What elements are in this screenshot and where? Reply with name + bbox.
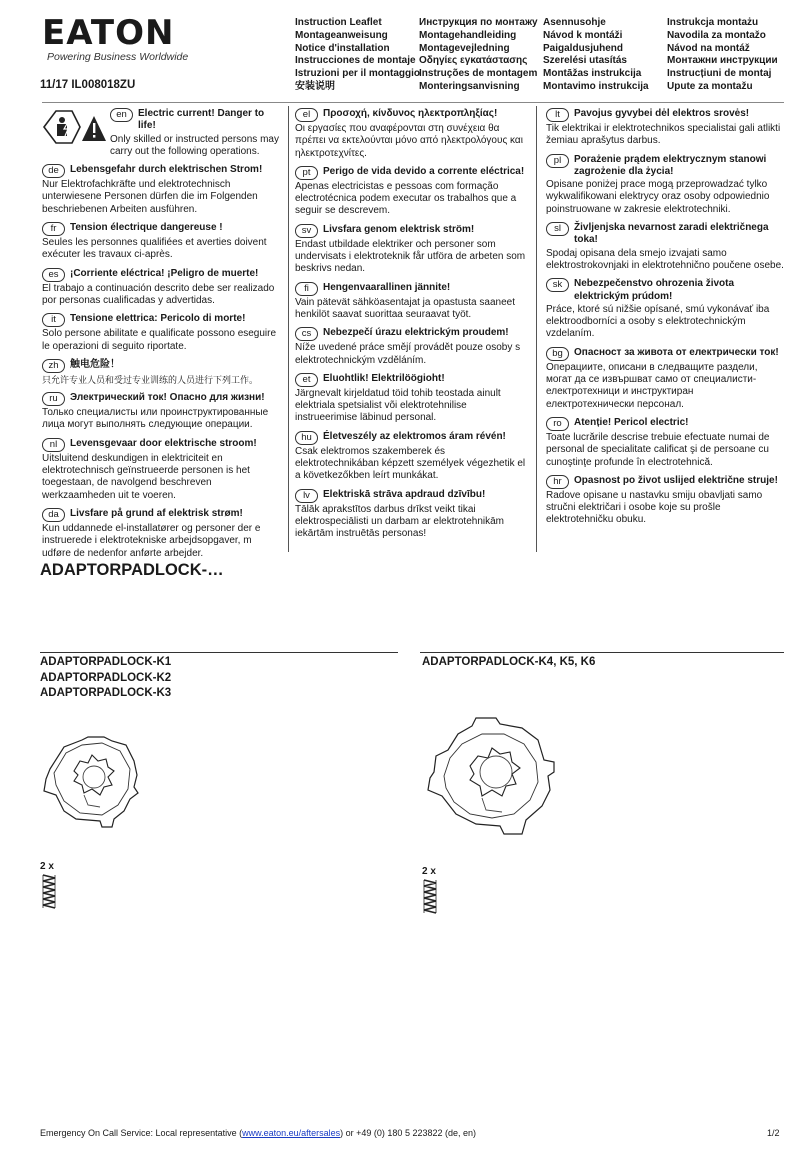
document-number: 11/17 IL008018ZU — [40, 79, 136, 91]
header-title: Οδηγίες εγκατάστασης — [419, 55, 528, 67]
spring-icon — [422, 877, 438, 915]
warning-hr — [546, 475, 784, 527]
warning-body: Opisane poniżej prace mogą przeprowadzać tylko wykwalifikowani elektrycy oraz osoby odpowiednio poinstruowane w zakresie elektrotechniki. — [546, 179, 770, 215]
warning-title: Электрический ток! Опасно для жизни! — [70, 392, 265, 404]
warning-en — [42, 108, 280, 158]
warning-body: Radove opisane u nastavku smiju obavljati samo stručni električari i osobe koje su prošle elektrotehničku obuku. — [546, 489, 763, 526]
lang-badge-sv: sv — [295, 224, 318, 238]
header-title: Монтажни инструкции — [667, 55, 778, 67]
variant-title-k1: ADAPTORPADLOCK-K1 — [40, 656, 172, 668]
footer-suffix: ) or +49 (0) 180 5 223822 (de, en) — [340, 1128, 476, 1138]
aftersales-link[interactable]: www.eaton.eu/aftersales — [242, 1128, 341, 1138]
quantity-label-left: 2 x — [40, 861, 54, 872]
warning-ru — [42, 392, 280, 432]
warning-fi — [295, 282, 527, 322]
header-title: Istruzioni per il montaggio — [295, 68, 420, 80]
warning-de — [42, 164, 280, 216]
warnings-column-2 — [295, 108, 527, 547]
warning-title: Opasnost po život uslijed električne struje! — [574, 474, 778, 486]
lang-badge-cs: cs — [295, 327, 318, 341]
warning-title: Hengenvaarallinen jännite! — [323, 281, 451, 293]
warning-el — [295, 108, 527, 160]
lang-badge-nl: nl — [42, 438, 65, 452]
header-title: Monteringsanvisning — [419, 80, 520, 92]
footer-prefix: Emergency On Call Service: Local representative ( — [40, 1128, 243, 1138]
lang-badge-sl: sl — [546, 222, 569, 236]
left-section-titles — [40, 655, 171, 702]
header-title: Montageanweisung — [295, 29, 388, 41]
warning-body: Vain pätevät sähköasentajat ja opastusta saaneet henkilöt saavat suorittaa seuraavat työt. — [295, 296, 515, 320]
lang-badge-et: et — [295, 373, 318, 387]
column-divider — [288, 106, 289, 552]
warning-hu — [295, 431, 527, 483]
lang-badge-fi: fi — [295, 282, 318, 296]
warning-title: ¡Corriente eléctrica! ¡Peligro de muerte! — [70, 267, 259, 279]
warnings-column-3 — [546, 108, 784, 533]
header-title: Szerelési utasítás — [543, 55, 627, 67]
lang-badge-bg: bg — [546, 347, 569, 361]
warning-title: Lebensgefahr durch elektrischen Strom! — [70, 164, 263, 176]
warning-pl — [546, 154, 784, 216]
warning-body: Только специалисты или проинструктированные лица могут выполнять следующие операции. — [42, 407, 269, 431]
lang-badge-hu: hu — [295, 431, 318, 445]
warning-title: Tensione elettrica: Pericolo di morte! — [70, 313, 246, 325]
warning-body: Endast utbildade elektriker och personer som undervisats i elektroteknik får utföra de arbeten som beskrivs nedan. — [295, 238, 526, 275]
warning-sk — [546, 278, 784, 340]
footer-service-info — [40, 1128, 476, 1138]
warning-lt — [546, 108, 784, 148]
warning-title: Nebezpečí úrazu elektrickým proudem! — [323, 327, 509, 339]
lang-badge-es: es — [42, 268, 65, 282]
warning-title: Опасност за живота от електрически ток! — [574, 346, 779, 358]
quantity-label-right: 2 x — [422, 866, 436, 877]
adaptor-plate-small-drawing — [42, 735, 154, 833]
warning-title: Electric current! Danger to life! — [138, 108, 265, 132]
warning-et — [295, 373, 527, 425]
header-title: Инструкция по монтажу — [419, 17, 538, 28]
warning-title: 触电危险！ — [70, 358, 120, 370]
warning-body: El trabajo a continuación descrito debe ser realizado por personas cualificadas y advertidas. — [42, 282, 275, 306]
warning-body: Apenas electricistas e pessoas com formação electrotécnica podem executar os trabalhos que a seguir se descrevem. — [295, 180, 517, 217]
lang-badge-en: en — [110, 108, 133, 122]
header-title: Montāžas instrukcija — [543, 68, 642, 80]
warning-body: Níže uvedené práce smějí provádět pouze osoby s elektrotechnickým vzděláním. — [295, 342, 521, 366]
spring-icon — [41, 872, 57, 910]
lang-badge-da: da — [42, 508, 65, 522]
header-title: Navodila za montažo — [667, 29, 766, 41]
warning-title: Tension électrique dangereuse ! — [70, 222, 223, 234]
header-title: 安装说明 — [295, 80, 335, 92]
warning-title: Porażenie prądem elektrycznym stanowi zagrożenie dla życia! — [574, 153, 767, 177]
header-divider — [42, 102, 784, 103]
lang-badge-de: de — [42, 164, 65, 178]
warning-title: Nebezpečenstvo ohrozenia života elektrickým prúdom! — [574, 278, 735, 302]
lang-badge-sk: sk — [546, 278, 569, 292]
warning-fr — [42, 222, 280, 262]
variant-title-k4-k6: ADAPTORPADLOCK-K4, K5, K6 — [422, 656, 596, 668]
section-divider-right — [420, 652, 784, 653]
warning-title: Levensgevaar door elektrische stroom! — [70, 437, 257, 449]
adaptor-plate-large-drawing — [426, 716, 574, 840]
warning-body: Операциите, описани в следващите раздели, могат да се извършват само от специалисти-електротехници и инструктиран електротехнически персонал. — [546, 361, 758, 410]
lang-badge-lt: lt — [546, 108, 569, 122]
electrician-warning-icon — [42, 108, 108, 146]
warning-title: Pavojus gyvybei dėl elektros srovės! — [574, 108, 750, 119]
header-title: Montagevejledning — [419, 42, 510, 54]
warning-da — [42, 508, 280, 560]
header-title: Montagehandleiding — [419, 29, 517, 41]
header-titles-col1 — [295, 17, 420, 94]
lang-badge-it: it — [42, 313, 65, 327]
header-title: Paigaldusjuhend — [543, 42, 624, 54]
header-title: Asennusohje — [543, 17, 606, 28]
warning-sv — [295, 224, 527, 276]
warning-lv — [295, 489, 527, 541]
warnings-column-1 — [42, 108, 280, 566]
warning-title: Elektriskā strāva apdraud dzīvību! — [323, 488, 486, 500]
header-title: Montavimo instrukcija — [543, 80, 649, 92]
variant-title-k2: ADAPTORPADLOCK-K2 — [40, 671, 172, 684]
header-title: Instruction Leaflet — [295, 17, 382, 28]
warning-es — [42, 268, 280, 308]
warning-body: Οι εργασίες που αναφέρονται στη συνέχεια θα πρέπει να εκτελούνται μόνο από ηλεκτρολόγους και ηλεκτροτεχνίτες. — [295, 123, 523, 159]
warning-title: Življenjska nevarnost zaradi električnega toka! — [574, 222, 769, 246]
header-title: Instrukcja montażu — [667, 17, 759, 28]
warning-body: Csak elektromos szakemberek és elektrotechnikában képzett személyek végezhetik el a következőkben leírt munkákat. — [295, 445, 526, 482]
header-titles-col2 — [419, 17, 538, 94]
column-divider — [536, 106, 537, 552]
lang-badge-ru: ru — [42, 392, 65, 406]
warning-pt — [295, 166, 527, 218]
header-title: Návod k montáži — [543, 29, 623, 41]
header-title: Návod na montáž — [667, 42, 750, 54]
header-title: Notice d'installation — [295, 42, 390, 54]
warning-body: Only skilled or instructed persons may carry out the following operations. — [110, 133, 279, 157]
warning-body: 只允许专业人员和受过专业训练的人员进行下列工作。 — [42, 374, 259, 385]
warning-body: Kun uddannede el-installatører og personer der e instruerede i elektrotekniske arbejdsopgaver, m udføre de nedenfor anførte arbejder. — [42, 522, 261, 559]
warning-title: Perigo de vida devido a corrente eléctrica! — [323, 165, 525, 177]
variant-title-k3: ADAPTORPADLOCK-K3 — [40, 687, 172, 699]
warning-title: Atenție! Pericol electric! — [574, 416, 689, 428]
warning-sl — [546, 222, 784, 272]
safety-icons — [42, 108, 110, 148]
warning-title: Életveszély az elektromos áram révén! — [323, 430, 506, 442]
warning-ro — [546, 417, 784, 469]
brand-tagline: Powering Business Worldwide — [47, 51, 189, 63]
warning-body: Solo persone abilitate e qualificate possono eseguire le operazioni di seguito riportate. — [42, 328, 277, 352]
lang-badge-hr: hr — [546, 475, 569, 489]
header-title: Instrucțiuni de montaj — [667, 68, 772, 80]
header-title: Instrucciones de montaje — [295, 55, 416, 67]
warning-nl — [42, 438, 280, 502]
warning-body: Seules les personnes qualifiées et averties doivent exécuter les travaux ci-après. — [42, 237, 267, 261]
section-divider-left — [40, 652, 398, 653]
warning-zh — [42, 359, 280, 386]
header-title: Upute za montažu — [667, 80, 753, 92]
header-title: Instruções de montagem — [419, 68, 538, 80]
lang-badge-lv: lv — [295, 489, 318, 503]
warning-title: Προσοχή, κίνδυνος ηλεκτροπληξίας! — [323, 108, 498, 119]
warning-body: Toate lucrările descrise trebuie efectuate numai de personal de specialitate calificat şi de persoane cu cunoştinţe profunde în electrotehnică. — [546, 431, 770, 468]
warning-bg — [546, 347, 784, 411]
warning-title: Livsfara genom elektrisk ström! — [323, 223, 475, 235]
warning-cs — [295, 327, 527, 367]
warning-title: Livsfare på grund af elektrisk strøm! — [70, 507, 243, 519]
product-family-title: ADAPTORPADLOCK-… — [40, 561, 224, 579]
lang-badge-pl: pl — [546, 154, 569, 168]
warning-body: Práce, ktoré sú nižšie opísané, smú vykonávať iba elektroodborníci a osoby s elektrotechnickým vzdelaním. — [546, 303, 770, 340]
warning-body: Nur Elektrofachkräfte und elektrotechnisch unterwiesene Personen dürfen die im Folgenden beschriebenen Arbeiten ausführen. — [42, 179, 258, 215]
warning-body: Järgnevalt kirjeldatud töid tohib teostada ainult elektriala spetsialist või elektrotehnilise instrueerimise läbinud personal. — [295, 387, 501, 424]
warning-title: Eluohtlik! Elektrilöögioht! — [323, 372, 445, 384]
warning-body: Uitsluitend deskundigen in elektriciteit en elektrotechnisch geïnstrueerde personen is het toegestaan, de navolgend beschreven werkzaamheden uit te voeren. — [42, 452, 250, 501]
lang-badge-pt: pt — [295, 166, 318, 180]
header-titles-col4 — [667, 17, 778, 94]
warning-body: Tik elektrikai ir elektrotechnikos specialistai gali atlikti žemiau aprašytus darbus. — [546, 123, 781, 147]
warning-it — [42, 313, 280, 353]
lang-badge-fr: fr — [42, 222, 65, 236]
lang-badge-zh: zh — [42, 359, 65, 373]
header-titles-col3 — [543, 17, 649, 94]
brand-logo: EATON — [42, 13, 175, 53]
warning-body: Spodaj opisana dela smejo izvajati samo elektrostrokovnjaki in elektrotehnično poučene osebe. — [546, 247, 784, 271]
lang-badge-el: el — [295, 108, 318, 122]
lang-badge-ro: ro — [546, 417, 569, 431]
warning-body: Tālāk aprakstītos darbus drīkst veikt tikai elektrospeciālisti un darbam ar elektrotehnikām iekārtām instruētās personas! — [295, 503, 504, 540]
page-number: 1/2 — [767, 1128, 780, 1138]
